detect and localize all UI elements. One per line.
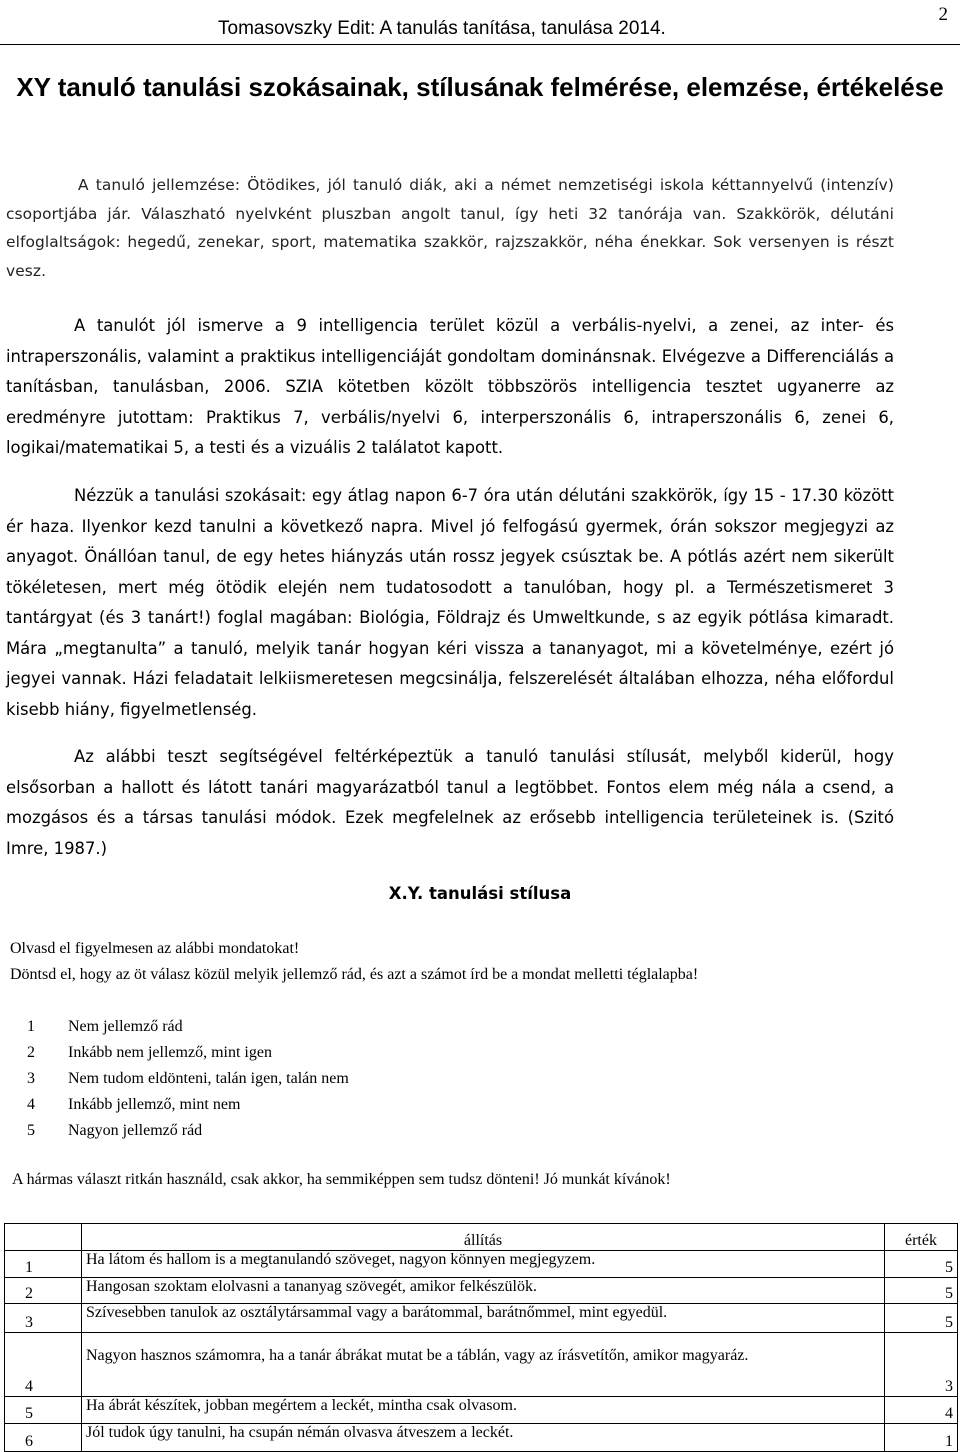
row-statement: Nagyon hasznos számomra, ha a tanár ábrákat mutat be a táblán, vagy az írásvetítőn, amikor magyaráz. (82, 1333, 885, 1397)
row-statement: Szívesebben tanulok az osztálytársammal vagy a barátommal, barátnőmmel, mint egyedül. (82, 1304, 885, 1333)
scale-label: Nem tudom eldönteni, talán igen, talán nem (68, 1070, 349, 1087)
row-number: 5 (5, 1397, 82, 1424)
row-value: 4 (885, 1397, 958, 1424)
scale-item (27, 1095, 349, 1121)
table-row (5, 1333, 958, 1397)
learning-style-questionnaire (4, 1223, 958, 1452)
row-number: 3 (5, 1304, 82, 1333)
row-statement: Ha ábrát készítek, jobban megértem a leckét, mintha csak olvasom. (82, 1397, 885, 1424)
header-title: Tomasovszky Edit: A tanulás tanítása, tanulása 2014. (218, 18, 666, 39)
scale-number: 4 (27, 1096, 35, 1113)
main-title: XY tanuló tanulási szokásainak, stílusának felmérése, elemzése, értékelése (16, 72, 944, 102)
scale-number: 1 (27, 1018, 35, 1035)
paragraph-intelligence: A tanulót jól ismerve a 9 intelligencia terület közül a verbális-nyelvi, a zenei, az inter- és intraperszonális, valamint a praktikus intelligenciáját gondoltam dominánsnak. Elvégezve a Differenciálás a tanításban, tanulásban, 2006. SZIA kötetben közölt többszörös intelligencia tesztet ugyanerre az eredményre jutottam: Praktikus 7, verbális/nyelvi 6, interperszonális 6, intraperszonális 6, zenei 6, logikai/matematikai 5, a testi és a vizuális 2 találatot kapott. (6, 316, 894, 457)
scale-label: Inkább nem jellemző, mint igen (68, 1044, 272, 1061)
row-statement: Jól tudok úgy tanulni, ha csupán némán olvasva átveszem a leckét. (82, 1424, 885, 1452)
scale-item (27, 1069, 349, 1095)
paragraph-learning-style: Az alábbi teszt segítségével feltérképeztük a tanuló tanulási stílusát, melyből kiderül, hogy elsősorban a hallott és látott tanári magyarázatból tanul a legtöbbet. Fontos elem még nála a csend, a mozgásos és a társas tanulási módok. Ezek megfelelnek az erősebb intelligencia területeinek is. (Szitó Imre, 1987.) (6, 747, 894, 858)
rating-scale-legend (27, 1017, 349, 1147)
section-subtitle: X.Y. tanulási stílusa (388, 884, 572, 903)
header-statement: állítás (82, 1224, 885, 1251)
scale-item (27, 1121, 349, 1147)
paragraph-student-profile: A tanuló jellemzése: Ötödikes, jól tanuló diák, aki a német nemzetiségi iskola kéttannyelvű (intenzív) csoportjába jár. Válaszható nyelvként pluszban angolt tanul, így heti 32 tanórája van. Szakkörök, délutáni elfoglaltságok: hegedű, zenekar, sport, matematika szakkör, rajzszakkör, néha énekkar. Sok versenyen is részt vesz. (6, 176, 894, 280)
scale-number: 5 (27, 1122, 35, 1139)
row-value: 5 (885, 1304, 958, 1333)
header-rule (0, 44, 960, 45)
row-value: 5 (885, 1278, 958, 1304)
row-statement: Ha látom és hallom is a megtanulandó szöveget, nagyon könnyen megjegyzem. (82, 1251, 885, 1278)
scale-label: Inkább jellemző, mint nem (68, 1096, 241, 1113)
scale-label: Nagyon jellemző rád (68, 1122, 203, 1139)
table-row (5, 1304, 958, 1333)
page-number: 2 (938, 4, 948, 25)
row-number: 4 (5, 1333, 82, 1397)
scale-item (27, 1043, 349, 1069)
instruction-read: Olvasd el figyelmesen az alábbi mondatokat! (10, 940, 300, 957)
header-value: érték (885, 1224, 958, 1251)
table-header-row (5, 1224, 958, 1251)
table-row (5, 1397, 958, 1424)
row-value: 5 (885, 1251, 958, 1278)
row-value: 1 (885, 1424, 958, 1452)
row-number: 6 (5, 1424, 82, 1452)
page-header (0, 4, 960, 58)
header-number (5, 1224, 82, 1251)
scale-number: 2 (27, 1044, 35, 1061)
table-row (5, 1278, 958, 1304)
paragraph-learning-habits: Nézzük a tanulási szokásait: egy átlag napon 6-7 óra után délutáni szakkörök, így 15 - 17.30 között ér haza. Ilyenkor kezd tanulni a következő napra. Mivel jó felfogású gyermek, órán sokszor megjegyzi az anyagot. Önállóan tanul, de egy hetes hiányzás után rossz jegyek csúsztak be. A pótlás azért nem sikerült tökéletesen, mert még ötödik elején nem tudatosodott a tanulóban, hogy pl. a Természetismeret 3 tantárgyat (és 3 tanárt!) foglal magában: Biológia, Földrajz és Umweltkunde, s az egyik pótlása kimaradt. Mára „megtanulta” a tanuló, melyik tanár hogyan kéri vissza a tananyagot, mi a követelménye, ezért jó jegyei vannak. Házi feladatait lelkiismeretesen megcsinálja, felszerelését általában elhozza, néha előfordul kisebb hiány, figyelmetlenség. (6, 486, 894, 719)
scale-number: 3 (27, 1070, 35, 1087)
row-value: 3 (885, 1333, 958, 1397)
table-row (5, 1251, 958, 1278)
row-statement: Hangosan szoktam elolvasni a tananyag szövegét, amikor felkészülök. (82, 1278, 885, 1304)
row-number: 2 (5, 1278, 82, 1304)
row-number: 1 (5, 1251, 82, 1278)
instruction-decide: Döntsd el, hogy az öt válasz közül melyik jellemző rád, és azt a számot írd be a mondat melletti téglalapba! (10, 966, 699, 983)
scale-item (27, 1017, 349, 1043)
answer-note: A hármas választ ritkán használd, csak akkor, ha semmiképpen sem tudsz dönteni! Jó munkát kívánok! (12, 1171, 671, 1188)
scale-label: Nem jellemző rád (68, 1018, 183, 1035)
